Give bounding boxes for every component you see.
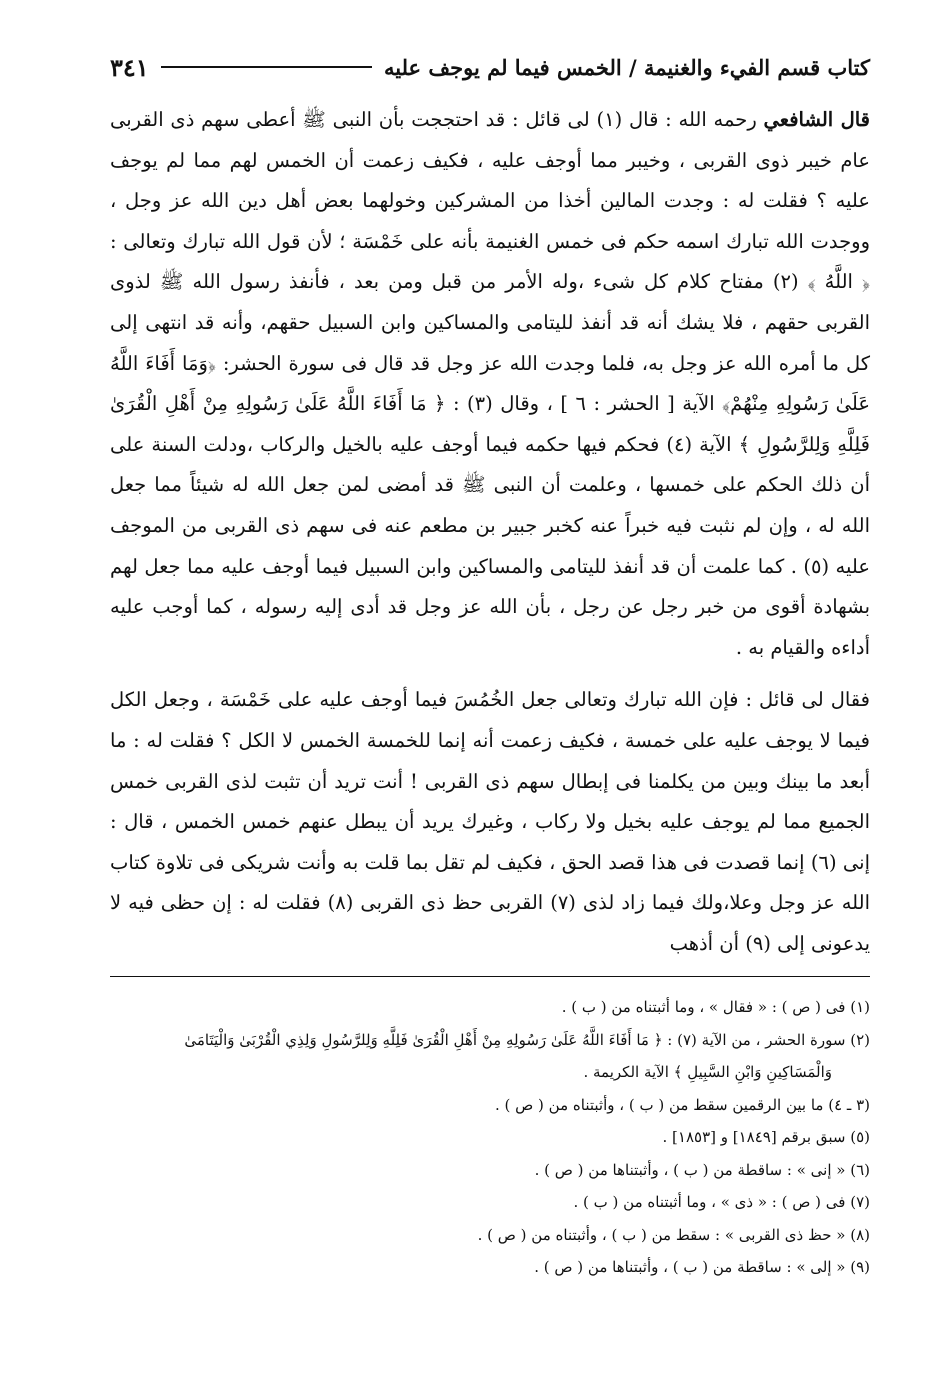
paragraph-2: فقال لى قائل : فإن الله تبارك وتعالى جعل الخُمُسَ فيما أوجف عليه على خَمْسَة ، وجعل الكل فيما لا يوجف عليه على خمسة ، فكيف زعمت أنه إنما للخمسة الخمس لا الكل ؟ فقلت له : ما أبعد ما بينك وبين من يكلمنا فى إبطال سهم ذى القربى ! أنت تريد أن تثبت لذى القربى خمس الجميع مما لم يوجف عليه بخيل ولا ركاب ، وغيرك يريد أن يبطل عنهم خمس الخمس ، قال : إنى (٦) إنما قصدت فى هذا قصد الحق ، فكيف لم تقل بما قلت به وأنت شريكى فى تلاوة كتاب الله عز وجل وعلا،ولك فيما زاد لذى (٧) القربى حظ ذى القربى (٨) فقلت له : إن حظى فيه لا يدعونى إلى (٩) أن أذهب: [110, 688, 871, 955]
footnote-9: (٩) « إلى » : ساقطة من ( ب ) ، وأثبتناها من ( ص ) .: [534, 1258, 870, 1277]
running-title: كتاب قسم الفيء والغنيمة / الخمس فيما لم يوجف عليه: [383, 54, 870, 80]
paragraph-1-text: رحمه الله : قال (١) لى قائل : قد احتججت بأن النبى ﷺ أعطى سهم ذى القربى عام خيبر ذوى القربى ، وخيبر مما أوجف عليه ، فكيف زعمت أن الخمس لهم مما لم يوجف عليه ؟ فقلت له : وجدت المالين أخذا من المشركين وخولهما بعض أهل دين الله عز وجل ، ووجدت الله تبارك اسمه حكم فى خمس الغنيمة بأنه على خَمْسَة ؛ لأن قول الله تبارك وتعالى : ﴿ اللَّهُ ﴾ (٢) مفتاح كلام كل شىء ،وله الأمر من قبل ومن بعد ، فأنفذ رسول الله ﷺ لذوى القربى حقهم ، فلا يشك أنه قد أنفذ لليتامى والمساكين وابن السبيل حقهم، وأنه قد انتهى إلى كل ما أمره الله عز وجل به، فلما وجدت الله عز وجل قد قال فى سورة الحشر: ﴿وَمَا أَفَاءَ اللَّهُ عَلَىٰ رَسُولِهِ مِنْهُمْ﴾ الآية [ الحشر : ٦ ] ، وقال (٣) : ﴿ مَا أَفَاءَ اللَّهُ عَلَىٰ رَسُولِهِ مِنْ أَهْلِ الْقُرَىٰ فَلِلَّهِ وَلِلرَّسُولِ ﴾ الآية (٤) فحكم فيها حكمه فيما أوجف عليه بالخيل والركاب ،ودلت السنة على أن ذلك الحكم على خمسها ، وعلمت أن النبى ﷺ قد أمضى لمن جعل الله له شيئاً مما جعل الله له ، وإن لم نثبت فيه خبراً عنه كخبر جبير بن مطعم عنه فى سهم ذى القربى من الموجف عليه (٥) . كما علمت أن قد أنفذ لليتامى والمساكين وابن السبيل فيما أوجف عليه مما جعل لهم بشهادة أقوى من خبر رجل عن رجل ، بأن الله عز وجل قد أدى إليه رسوله ، كما أوجب عليه أداءه والقيام به .: [110, 108, 870, 659]
footnotes: [110, 991, 870, 1284]
paragraph-1: [110, 100, 870, 668]
footnote-1: (١) فى ( ص ) : « فقال » ، وما أثبتناه من ( ب ) .: [561, 998, 870, 1017]
footnote-separator: [110, 976, 870, 977]
footnote-6: (٦) « إنى » : ساقطة من ( ب ) ، وأثبتناها من ( ص ) .: [534, 1160, 870, 1179]
footnote-5: (٥) سبق برقم [١٨٤٩] و [١٨٥٣] .: [662, 1128, 870, 1147]
running-header: [110, 42, 870, 92]
footnote-7: (٧) فى ( ص ) : « ذى » ، وما أثبتناه من ( ب ) .: [573, 1193, 870, 1212]
footnote-3-4: (٣ ـ ٤) ما بين الرقمين سقط من ( ب ) ، وأثبتناه من ( ص ) .: [495, 1095, 870, 1114]
header-rule: [161, 66, 372, 68]
footnote-2: (٢) سورة الحشر ، من الآية (٧) : ﴿ مَا أَفَاءَ اللَّهُ عَلَىٰ رَسُولِهِ مِنْ أَهْلِ الْقُرَىٰ فَلِلَّهِ وَلِلرَّسُولِ وَلِذِي الْقُرْبَىٰ وَالْيَتَامَىٰ: [184, 1030, 870, 1049]
paragraph-lead: قال الشافعي: [763, 108, 870, 131]
page-number: ٣٤١: [110, 52, 149, 82]
footnote-2-continuation: وَالْمَسَاكِينِ وَابْنِ السَّبِيلِ ﴾ الآية الكريمة .: [583, 1063, 832, 1082]
main-text: [110, 100, 870, 964]
footnote-8: (٨) « حظ ذى القربى » : سقط من ( ب ) ، وأثبتناه من ( ص ) .: [477, 1225, 870, 1244]
